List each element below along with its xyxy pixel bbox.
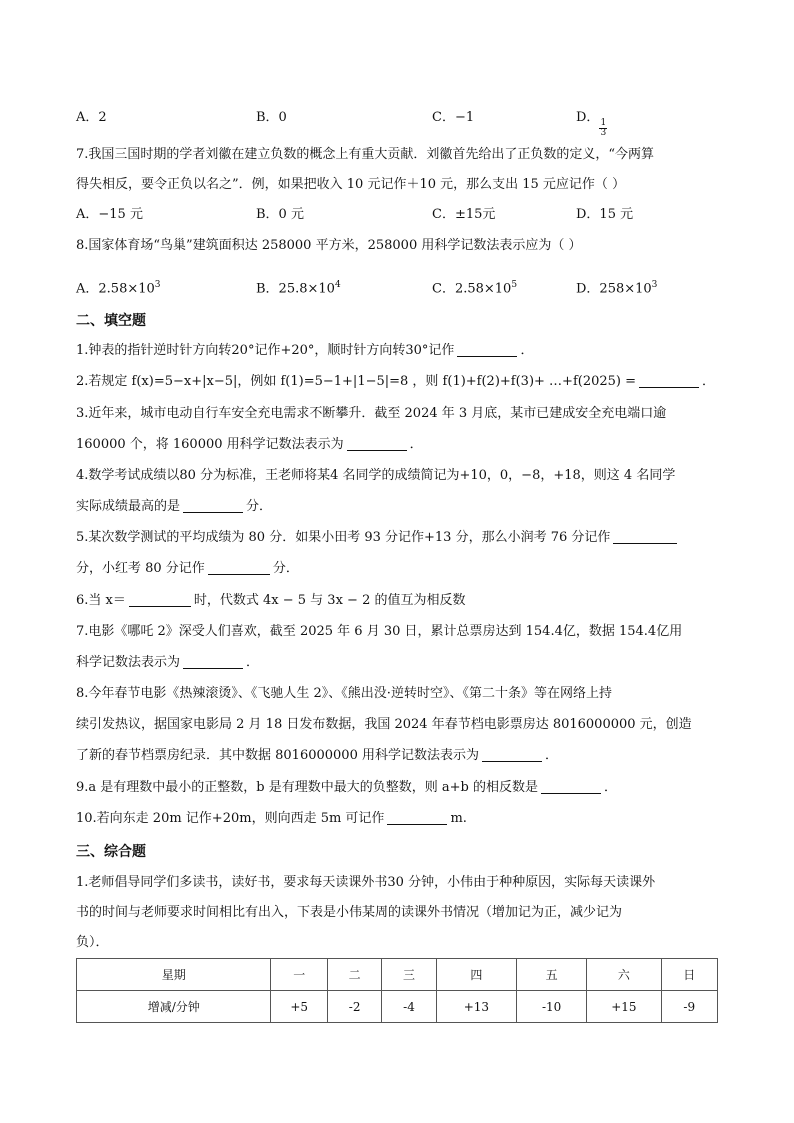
option-d-base: D．258×10 xyxy=(576,281,652,297)
option-d xyxy=(576,275,657,299)
s3-q1-line-2: 书的时间与老师要求时间相比有出入，下表是小伟某周的读课外书情况（增加记为正，减少记为 xyxy=(76,905,623,920)
q7-line-2: 得失相反，要令正负以名之”．例，如果把收入 10 元记作＋10 元，那么支出 15 元应记作（ ） xyxy=(76,177,626,192)
s2-q10 xyxy=(76,809,467,829)
s2-q7-line-2 xyxy=(76,653,259,673)
table-cell: +5 xyxy=(271,991,327,1023)
option-c-base: C．2.58×10 xyxy=(432,281,512,297)
s2-q8-line-3 xyxy=(76,746,558,766)
header-cell: 五 xyxy=(516,959,586,991)
table-row xyxy=(77,991,718,1023)
fraction-denominator: 3 xyxy=(600,128,607,138)
q8-options xyxy=(76,275,726,295)
answer-blank[interactable] xyxy=(347,436,407,451)
option-a xyxy=(76,275,161,299)
question-text: 2.若规定 f(x)=5−x+|x−5|，例如 f(1)=5−1+|1−5|=8 ，则 f(1)+f(2)+f(3)+ …+f(2025) = xyxy=(76,374,637,389)
option-c: C．−1 xyxy=(432,110,475,125)
question-text: 6.当 x＝ xyxy=(76,593,126,608)
answer-blank[interactable] xyxy=(387,810,447,825)
option-d-exponent: 3 xyxy=(651,280,658,290)
answer-blank[interactable] xyxy=(457,342,517,357)
fraction-numerator: 1 xyxy=(600,118,607,128)
unit-label: m. xyxy=(450,811,467,826)
s2-q9 xyxy=(76,778,617,798)
s2-q8-line-2: 续引发热议，据国家电影局 2 月 18 日发布数据，我国 2024 年春节档电影票房达 8016000000 元，创造 xyxy=(76,717,692,732)
option-b-base: B．25.8×10 xyxy=(256,281,335,297)
s2-q3-line-1: 3.近年来，城市电动自行车安全充电需求不断攀升．截至 2024 年 3 月底，某市已建成安全充电端口逾 xyxy=(76,406,667,421)
punctuation: ． xyxy=(520,343,534,358)
answer-blank[interactable] xyxy=(613,529,677,544)
header-cell: 日 xyxy=(661,959,717,991)
answer-blank[interactable] xyxy=(541,779,601,794)
header-cell: 星期 xyxy=(77,959,271,991)
q8-line-1: 8.国家体育场“鸟巢”建筑面积达 258000 平方米，258000 用科学记数法表示应为（ ） xyxy=(76,238,582,253)
s3-q1-line-1: 1.老师倡导同学们多读书，读好书，要求每天读课外书30 分钟，小伟由于种种原因，实际每天读课外 xyxy=(76,875,656,890)
question-text: 5.某次数学测试的平均成绩为 80 分．如果小田考 93 分记作+13 分，那么小润考 76 分记作 xyxy=(76,530,611,545)
punctuation: ． xyxy=(702,374,716,389)
s2-q3-line-2 xyxy=(76,435,423,455)
question-text: 10.若向东走 20m 记作+20m，则向西走 5m 可记作 xyxy=(76,811,385,826)
punctuation: ． xyxy=(544,748,558,763)
table-header-row xyxy=(77,959,718,991)
punctuation: ． xyxy=(603,780,617,795)
table-cell: +15 xyxy=(587,991,661,1023)
option-a-exponent: 3 xyxy=(154,280,161,290)
s2-q4-line-2 xyxy=(76,497,272,517)
header-cell: 二 xyxy=(327,959,381,991)
fraction xyxy=(599,119,607,138)
question-text: 时，代数式 4x − 5 与 3x − 2 的值互为相反数 xyxy=(193,593,466,608)
question-text: 科学记数法表示为 xyxy=(76,655,181,670)
option-d-label: D． xyxy=(576,110,600,125)
section-title-comprehensive: 三、综合题 xyxy=(76,844,146,860)
punctuation: 分． xyxy=(272,561,299,576)
answer-blank[interactable] xyxy=(639,373,699,388)
header-cell: 一 xyxy=(271,959,327,991)
option-b xyxy=(256,275,341,299)
s2-q7-line-1: 7.电影《哪吒 2》深受人们喜欢，截至 2025 年 6 月 30 日，累计总票房达到 154.4亿，数据 154.4亿用 xyxy=(76,624,683,639)
option-d: D．15 元 xyxy=(576,207,634,222)
answer-blank[interactable] xyxy=(183,498,243,513)
question-text: 160000 个，将 160000 用科学记数法表示为 xyxy=(76,437,344,452)
answer-blank[interactable] xyxy=(482,747,542,762)
option-c-exponent: 5 xyxy=(511,280,518,290)
question-text: 分，小红考 80 分记作 xyxy=(76,561,205,576)
option-d xyxy=(576,108,607,138)
table-cell: -2 xyxy=(327,991,381,1023)
reading-time-table xyxy=(76,958,718,1023)
table-cell: -10 xyxy=(516,991,586,1023)
punctuation: ． xyxy=(246,655,260,670)
table-cell: -4 xyxy=(382,991,436,1023)
option-b-exponent: 4 xyxy=(334,280,341,290)
s2-q8-line-1: 8.今年春节电影《热辣滚烫》、《飞驰人生 2》、《熊出没·逆转时空》、《第二十条》等在网络上持 xyxy=(76,686,612,701)
header-cell: 四 xyxy=(436,959,516,991)
option-a-base: A．2.58×10 xyxy=(76,281,155,297)
question-text: 1.钟表的指针逆时针方向转20°记作+20°，顺时针方向转30°记作 xyxy=(76,343,455,358)
option-b: B．0 元 xyxy=(256,207,304,222)
q7-options xyxy=(76,205,726,225)
s2-q5-line-1 xyxy=(76,528,680,548)
option-c xyxy=(432,275,517,299)
s2-q4-line-1: 4.数学考试成绩以80 分为标准，王老师将某4 名同学的成绩简记为+10，0，−8，+18，则这 4 名同学 xyxy=(76,468,676,483)
answer-blank[interactable] xyxy=(208,560,270,575)
header-cell: 三 xyxy=(382,959,436,991)
q6-options xyxy=(76,108,726,138)
question-text: 实际成绩最高的是 xyxy=(76,499,181,514)
answer-blank[interactable] xyxy=(129,592,191,607)
header-cell: 六 xyxy=(587,959,661,991)
option-a: A．2 xyxy=(76,110,107,125)
section-title-fill-blank: 二、填空题 xyxy=(76,313,146,329)
s2-q5-line-2 xyxy=(76,559,299,579)
option-b: B．0 xyxy=(256,110,287,125)
question-text: 9.a 是有理数中最小的正整数，b 是有理数中最大的负整数，则 a+b 的相反数是 xyxy=(76,780,538,795)
answer-blank[interactable] xyxy=(183,654,243,669)
s3-q1-line-3: 负）． xyxy=(76,935,109,950)
punctuation: 分． xyxy=(246,499,273,514)
table-cell: +13 xyxy=(436,991,516,1023)
s2-q2 xyxy=(76,372,715,392)
punctuation: ． xyxy=(409,437,423,452)
s2-q1 xyxy=(76,341,533,361)
row-label-cell: 增减/分钟 xyxy=(77,991,271,1023)
table-cell: -9 xyxy=(661,991,717,1023)
option-c: C．±15元 xyxy=(432,207,496,222)
q7-line-1: 7.我国三国时期的学者刘徽在建立负数的概念上有重大贡献．刘徽首先给出了正负数的定义，“今两算 xyxy=(76,147,655,162)
question-text: 了新的春节档票房纪录．其中数据 8016000000 用科学记数法表示为 xyxy=(76,748,479,763)
option-a: A．−15 元 xyxy=(76,207,143,222)
s2-q6 xyxy=(76,591,465,611)
